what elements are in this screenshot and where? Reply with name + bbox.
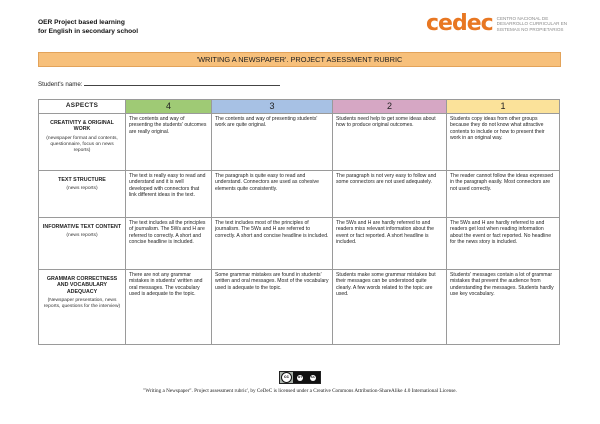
aspect-title: INFORMATIVE TEXT CONTENT [42, 224, 122, 230]
cc-main [280, 372, 293, 383]
descriptor-cell: Students need help to get some ideas about how to produce original outcomes. [333, 114, 447, 171]
header-aspects: ASPECTS [39, 100, 126, 114]
attribution-icon: BY [298, 375, 303, 379]
logo-wordmark: cedec [426, 11, 493, 36]
descriptor-cell: There are not any grammar mistakes in students' written and oral messages. The vocabulary used is adequate to the topic. [126, 270, 212, 345]
table-row [39, 171, 560, 218]
student-name-label: Student's name: [38, 81, 83, 88]
descriptor-cell: The 5Ws and H are hardly referred to and readers get lost when reading information about the event or fact reported. No headline for the news story is included. [447, 218, 560, 270]
aspect-title: GRAMMAR CORRECTNESS AND VOCABULARY ADEQUACY [46, 276, 118, 295]
descriptor-cell: Students make some grammar mistakes but their messages can be understood quite clearly. A few words related to the topic are used. [333, 270, 447, 345]
aspect-cell [39, 218, 126, 270]
aspect-note: (news reports) [66, 186, 98, 192]
aspect-title: TEXT STRUCTURE [58, 177, 106, 183]
descriptor-cell: Students copy ideas from other groups because they do not know what attractive contents to include or how to present their work in an original way. [447, 114, 560, 171]
cc-icon: cc [281, 372, 292, 383]
header-line-2: for English in secondary school [38, 27, 139, 35]
logo-subtitle: CENTRO NACIONAL DE DESARROLLO CURRICULAR EN SISTEMAS NO PROPIETARIOS [496, 15, 568, 32]
table-row [39, 270, 560, 345]
aspect-cell [39, 114, 126, 171]
aspect-note: (Newspaper presentation, news reports, questions for the interview) [43, 298, 121, 310]
descriptor-cell: The paragraph is not very easy to follow and some connectors are not used adequately. [333, 171, 447, 218]
aspect-cell [39, 171, 126, 218]
cc-conditions [293, 372, 320, 383]
descriptor-cell: The contents and way of presenting the students' outcomes are really original. [126, 114, 212, 171]
rubric-title: 'WRITING A NEWSPAPER'. PROJECT ASESSMENT RUBRIC [38, 52, 561, 67]
document-header [38, 19, 138, 36]
aspect-note: (news reports) [66, 233, 98, 239]
descriptor-cell: The contents and way of presenting students' work are quite original. [212, 114, 333, 171]
share-alike-icon: SA [310, 375, 315, 379]
descriptor-cell: Students' messages contain a lot of grammar mistakes that prevent the audience from understanding the messages. Students hardly use key vocabulary. [447, 270, 560, 345]
descriptor-cell: The 5Ws and H are hardly referred to and readers miss relevant information about the event or fact reported. A short headline is included. [333, 218, 447, 270]
student-name-line [84, 80, 280, 86]
cc-license-badge[interactable] [279, 371, 321, 384]
student-name-field [38, 80, 280, 88]
table-row [39, 218, 560, 270]
header-score-1: 1 [447, 100, 560, 114]
header-row [39, 100, 560, 114]
header-score-3: 3 [212, 100, 333, 114]
table-row [39, 114, 560, 171]
aspect-note: (newspaper format and contents, questionnaire, focus on news reports) [46, 135, 118, 154]
aspect-title: CREATIVITY & ORIGINAL WORK [50, 120, 114, 133]
cedec-logo [426, 12, 577, 36]
descriptor-cell: The paragraph is quite easy to read and understand. Connectors are used as cohesive elements quite consistently. [212, 171, 333, 218]
descriptor-cell: The text includes all the principles of journalism. The 5Ws and H are referred to correctly. A short and concise headline is included. [126, 218, 212, 270]
descriptor-cell: Some grammar mistakes are found in students' written and oral messages. Most of the vocabulary used is adequate to the topic. [212, 270, 333, 345]
descriptor-cell: The text is really easy to read and understand and it is well developed with connectors that link different ideas in the text. [126, 171, 212, 218]
header-score-4: 4 [126, 100, 212, 114]
descriptor-cell: The text includes most of the principles of journalism. The 5Ws and H are referred to correctly. A short and concise headline is included. [212, 218, 333, 270]
header-line-1: OER Project based learning [38, 19, 125, 26]
rubric-table [38, 99, 560, 345]
aspect-cell [39, 270, 126, 345]
header-score-2: 2 [333, 100, 447, 114]
license-text: "Writing a Newspaper". Project assessment rubric', by CeDeC is licensed under a Creative Commons Attribution-ShareAlike 4.0 International License. [143, 388, 457, 394]
descriptor-cell: The reader cannot follow the ideas expressed in the paragraph easily. Most connectors are not used correctly. [447, 171, 560, 218]
